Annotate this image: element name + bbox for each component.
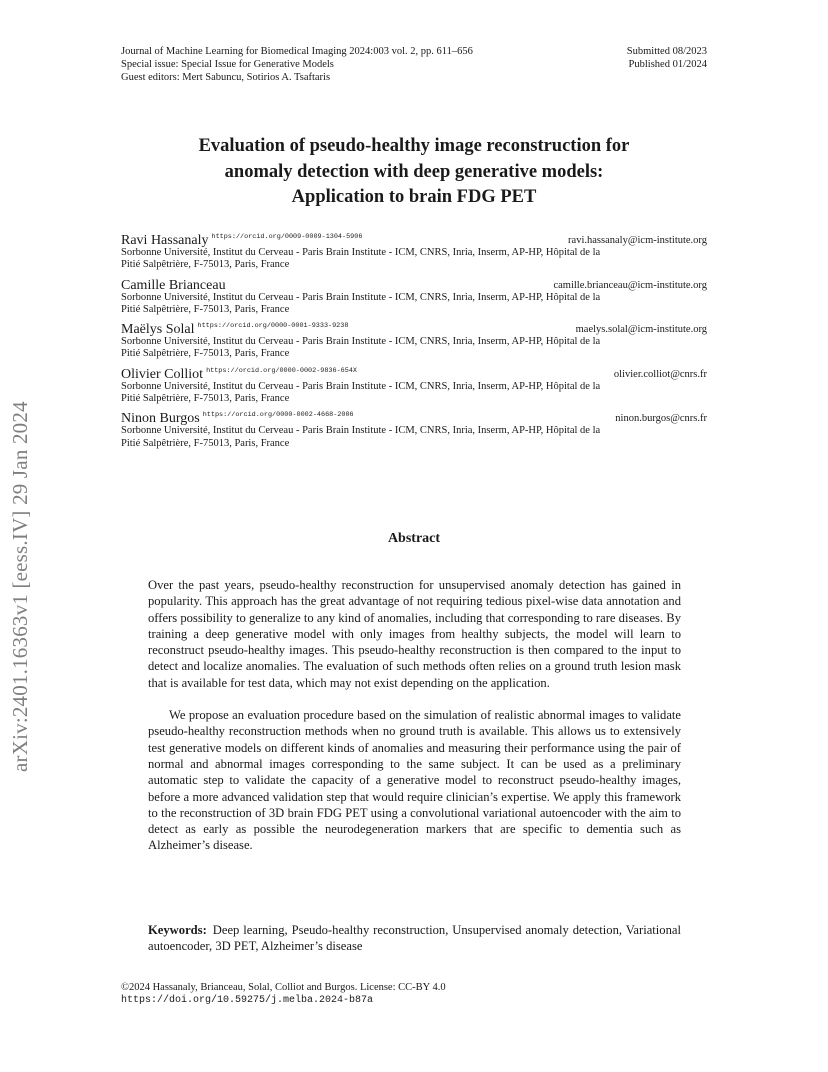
author-affiliation-cont: Pitié Salpêtrière, F-75013, Paris, France	[121, 259, 290, 271]
abstract-heading: Abstract	[387, 531, 441, 546]
author-name: Camille Brianceau	[121, 277, 226, 293]
author-entry	[121, 409, 707, 450]
orcid-link[interactable]: https://orcid.org/0000-0001-9333-9238	[197, 322, 349, 331]
paper-title	[121, 134, 707, 211]
author-email[interactable]: ninon.burgos@cnrs.fr	[615, 413, 707, 425]
author-affiliation: Sorbonne Université, Institut du Cerveau - Paris Brain Institute - ICM, CNRS, Inria, Inserm, AP-HP, Hôpital de la	[121, 380, 601, 392]
guest-editors: Guest editors: Mert Sabuncu, Sotirios A. Tsaftaris	[121, 71, 331, 83]
abstract-body	[148, 577, 681, 854]
author-name: Olivier Colliot	[121, 366, 204, 382]
author-email[interactable]: ravi.hassanaly@icm-institute.org	[568, 235, 707, 246]
keywords-label: Keywords:	[148, 923, 207, 937]
orcid-link[interactable]: https://orcid.org/0000-0002-4668-2006	[202, 411, 354, 420]
keywords	[148, 922, 681, 955]
author-email[interactable]: olivier.colliot@cnrs.fr	[613, 368, 707, 380]
journal-line: Journal of Machine Learning for Biomedical Imaging 2024:003 vol. 2, pp. 611–656	[121, 46, 473, 57]
title-line-3: Application to brain FDG PET	[291, 187, 537, 207]
author-name: Maëlys Solal	[121, 322, 195, 338]
author-affiliation: Sorbonne Université, Institut du Cerveau - Paris Brain Institute - ICM, CNRS, Inria, Inserm, AP-HP, Hôpital de la	[121, 247, 601, 258]
author-email[interactable]: maelys.solal@icm-institute.org	[575, 324, 707, 336]
author-entry	[121, 365, 707, 406]
author-entry	[121, 320, 707, 361]
author-list	[121, 231, 707, 454]
author-affiliation: Sorbonne Université, Institut du Cerveau - Paris Brain Institute - ICM, CNRS, Inria, Inserm, AP-HP, Hôpital de la	[121, 291, 601, 303]
author-affiliation-cont: Pitié Salpêtrière, F-75013, Paris, France	[121, 303, 290, 315]
author-entry	[121, 276, 707, 317]
arxiv-stamp: arXiv:2401.16363v1 [eess.IV] 29 Jan 2024	[8, 401, 32, 772]
keywords-text: Deep learning, Pseudo-healthy reconstruction, Unsupervised anomaly detection, Variational autoencoder, 3D PET, Alzheimer’s disease	[148, 923, 681, 954]
author-affiliation-cont: Pitié Salpêtrière, F-75013, Paris, France	[121, 437, 290, 449]
abstract-paragraph: We propose an evaluation procedure based on the simulation of realistic abnormal images to validate pseudo-healthy reconstruction methods when no ground truth is available. This allows us to extensively test generative models on different kinds of anomalies and measuring their performance using the pair of normal and abnormal images corresponding to the same subject. It can be used as a preliminary automatic step to validate the capacity of a generative model to reconstruct pseudo-healthy images, before a more advanced validation step that would require clinician’s expertise. We apply this framework to the reconstruction of 3D brain FDG PET using a convolutional variational autoencoder with the aim to detect as early as possible the neurodegeneration markers that are specific to dementia such as Alzheimer’s disease.	[148, 708, 681, 853]
published-date: Published 01/2024	[628, 58, 707, 70]
author-email[interactable]: camille.brianceau@icm-institute.org	[553, 279, 707, 291]
special-issue: Special issue: Special Issue for Generative Models	[121, 58, 334, 70]
orcid-link[interactable]: https://orcid.org/0000-0002-9836-654X	[206, 366, 357, 375]
submitted-date: Submitted 08/2023	[626, 46, 707, 57]
author-affiliation: Sorbonne Université, Institut du Cerveau - Paris Brain Institute - ICM, CNRS, Inria, Inserm, AP-HP, Hôpital de la	[121, 425, 601, 437]
journal-header-left	[121, 46, 473, 84]
author-name: Ninon Burgos	[121, 411, 200, 427]
doi-link[interactable]: https://doi.org/10.59275/j.melba.2024-b87a	[121, 994, 374, 1006]
license-line: ©2024 Hassanaly, Brianceau, Solal, Colliot and Burgos. License: CC-BY 4.0	[121, 982, 446, 993]
author-affiliation: Sorbonne Université, Institut du Cerveau - Paris Brain Institute - ICM, CNRS, Inria, Inserm, AP-HP, Hôpital de la	[121, 336, 601, 348]
author-affiliation-cont: Pitié Salpêtrière, F-75013, Paris, France	[121, 348, 290, 360]
author-affiliation-cont: Pitié Salpêtrière, F-75013, Paris, France	[121, 393, 290, 405]
author-entry	[121, 231, 707, 272]
orcid-link[interactable]: https://orcid.org/0009-0009-1304-5906	[211, 233, 363, 241]
title-line-2: anomaly detection with deep generative models:	[224, 161, 604, 182]
author-name: Ravi Hassanaly	[121, 233, 209, 248]
footer	[121, 982, 446, 1008]
abstract-paragraph: Over the past years, pseudo-healthy reconstruction for unsupervised anomaly detection has gained in popularity. This approach has the great advantage of not requiring tedious pixel-wise data annotation and offers possibility to generalize to any kind of anomalies, including that corresponding to rare diseases. By training a deep generative model with only images from healthy subjects, the model will learn to reconstruct pseudo-healthy images. This pseudo-healthy reconstruction is then compared to the input to detect and localize anomalies. The evaluation of such methods often relies on a ground truth lesion mask that is available for test data, which may not exist depending on the application.	[148, 578, 681, 690]
journal-header-right	[627, 46, 707, 72]
title-line-1: Evaluation of pseudo-healthy image reconstruction for	[198, 136, 630, 156]
